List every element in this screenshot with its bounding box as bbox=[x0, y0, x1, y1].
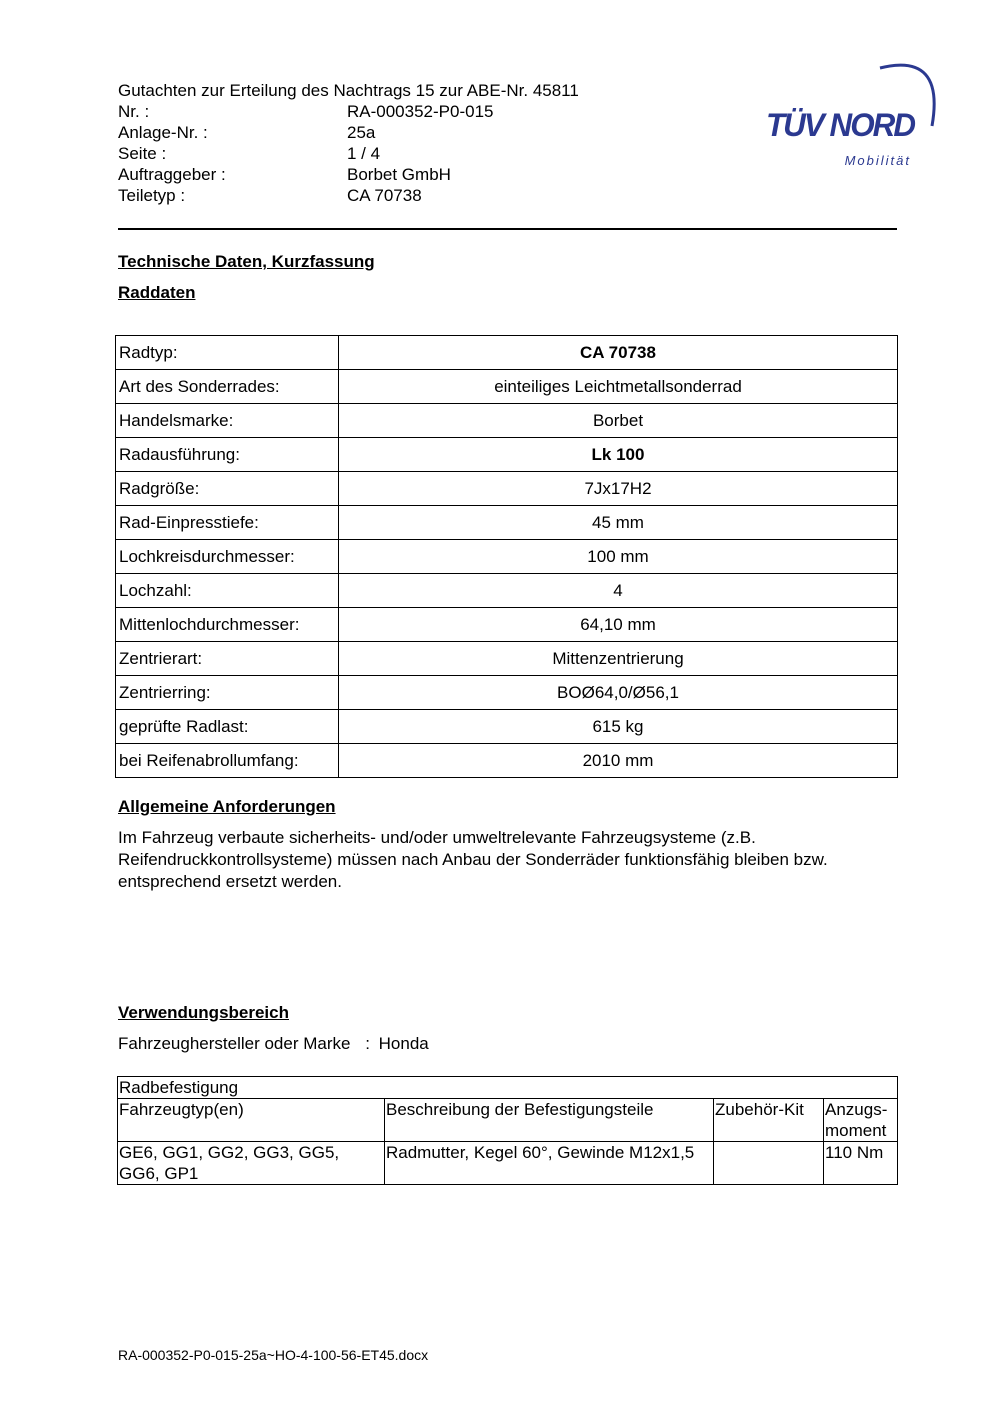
table-row bbox=[118, 1142, 898, 1185]
table-row bbox=[116, 540, 898, 574]
row-label: Lochzahl: bbox=[116, 574, 339, 608]
row-label: Art des Sonderrades: bbox=[116, 370, 339, 404]
header-label: Auftraggeber : bbox=[118, 165, 226, 184]
row-label: Radgröße: bbox=[116, 472, 339, 506]
row-value: BOØ64,0/Ø56,1 bbox=[339, 676, 898, 710]
section-heading-anforderungen: Allgemeine Anforderungen bbox=[118, 797, 336, 816]
row-value: Borbet bbox=[339, 404, 898, 438]
tuev-nord-logo bbox=[760, 56, 940, 176]
header-field-seite bbox=[118, 143, 381, 164]
row-label: Rad-Einpresstiefe: bbox=[116, 506, 339, 540]
row-value: CA 70738 bbox=[339, 336, 898, 370]
table-row bbox=[116, 404, 898, 438]
document-title: Gutachten zur Erteilung des Nachtrags 15 zur ABE-Nr. 45811 bbox=[118, 81, 579, 100]
section-heading-verwendung: Verwendungsbereich bbox=[118, 1003, 289, 1022]
column-header: Fahrzeugtyp(en) bbox=[118, 1099, 385, 1142]
table-row bbox=[116, 608, 898, 642]
manufacturer-separator: : bbox=[365, 1034, 370, 1053]
header-label: Teiletyp : bbox=[118, 186, 186, 205]
table-row bbox=[116, 472, 898, 506]
row-label: Zentrierring: bbox=[116, 676, 339, 710]
row-value: 7Jx17H2 bbox=[339, 472, 898, 506]
header-line: Anzugs- bbox=[825, 1100, 888, 1119]
table-row bbox=[116, 438, 898, 472]
cell-kit bbox=[714, 1142, 824, 1185]
header-value: CA 70738 bbox=[347, 186, 422, 205]
row-label: Zentrierart: bbox=[116, 642, 339, 676]
table-row bbox=[116, 370, 898, 404]
manufacturer-value: Honda bbox=[378, 1034, 429, 1053]
table-title-row bbox=[118, 1077, 898, 1099]
column-header: Zubehör-Kit bbox=[714, 1099, 824, 1142]
row-value: 64,10 mm bbox=[339, 608, 898, 642]
row-label: Lochkreisdurchmesser: bbox=[116, 540, 339, 574]
radbefestigung-table bbox=[117, 1076, 898, 1185]
table-row bbox=[116, 710, 898, 744]
row-label: bei Reifenabrollumfang: bbox=[116, 744, 339, 778]
row-value: 2010 mm bbox=[339, 744, 898, 778]
row-label: Radtyp: bbox=[116, 336, 339, 370]
manufacturer-label: Fahrzeughersteller oder Marke bbox=[118, 1034, 351, 1053]
table-row bbox=[116, 642, 898, 676]
header-value: 25a bbox=[347, 123, 376, 142]
header-field-anlage bbox=[118, 122, 376, 143]
header-divider bbox=[118, 228, 897, 230]
header-field-nr bbox=[118, 101, 494, 122]
table-row bbox=[116, 336, 898, 370]
cell-torque: 110 Nm bbox=[824, 1142, 898, 1185]
table-row bbox=[116, 676, 898, 710]
anforderungen-paragraph: Im Fahrzeug verbaute sicherheits- und/oder umweltrelevante Fahrzeugsysteme (z.B. Reifendruckkontrollsysteme) müssen nach Anbau der Sonderräder funktionsfähig bleiben bzw. entsprechend ersetzt werden. bbox=[118, 828, 828, 891]
verwendung-line bbox=[118, 1034, 429, 1054]
header-line: moment bbox=[825, 1121, 887, 1140]
header-field-teiletyp bbox=[118, 185, 422, 206]
table-title: Radbefestigung bbox=[118, 1077, 898, 1099]
row-value: 45 mm bbox=[339, 506, 898, 540]
header-value: 1 / 4 bbox=[347, 144, 381, 163]
row-value: Mittenzentrierung bbox=[339, 642, 898, 676]
row-label: Radausführung: bbox=[116, 438, 339, 472]
header-field-auftraggeber bbox=[118, 164, 451, 185]
header-label: Nr. : bbox=[118, 102, 150, 121]
header-value: RA-000352-P0-015 bbox=[347, 102, 494, 121]
footer-filename: RA-000352-P0-015-25a~HO-4-100-56-ET45.docx bbox=[118, 1347, 429, 1363]
row-value: 100 mm bbox=[339, 540, 898, 574]
header-value: Borbet GmbH bbox=[347, 165, 451, 184]
section-heading-raddaten: Raddaten bbox=[118, 283, 196, 302]
table-header-row bbox=[118, 1099, 898, 1142]
section-heading-tech: Technische Daten, Kurzfassung bbox=[118, 252, 375, 271]
row-label: Handelsmarke: bbox=[116, 404, 339, 438]
row-label: Mittenlochdurchmesser: bbox=[116, 608, 339, 642]
table-row bbox=[116, 574, 898, 608]
column-header: Beschreibung der Befestigungsteile bbox=[385, 1099, 714, 1142]
row-value: 4 bbox=[339, 574, 898, 608]
table-row bbox=[116, 506, 898, 540]
row-label: geprüfte Radlast: bbox=[116, 710, 339, 744]
header-label: Anlage-Nr. : bbox=[118, 123, 208, 142]
raddaten-table bbox=[115, 335, 898, 778]
row-value: 615 kg bbox=[339, 710, 898, 744]
row-value: einteiliges Leichtmetallsonderrad bbox=[339, 370, 898, 404]
cell-description: Radmutter, Kegel 60°, Gewinde M12x1,5 bbox=[385, 1142, 714, 1185]
cell-vehicle-types: GE6, GG1, GG2, GG3, GG5, GG6, GP1 bbox=[118, 1142, 385, 1185]
header-label: Seite : bbox=[118, 144, 167, 163]
table-row bbox=[116, 744, 898, 778]
logo-brand-text: TÜV NORD bbox=[766, 107, 916, 143]
column-header-anzugsmoment bbox=[824, 1099, 898, 1142]
logo-tagline: Mobilität bbox=[844, 153, 911, 168]
row-value: Lk 100 bbox=[339, 438, 898, 472]
